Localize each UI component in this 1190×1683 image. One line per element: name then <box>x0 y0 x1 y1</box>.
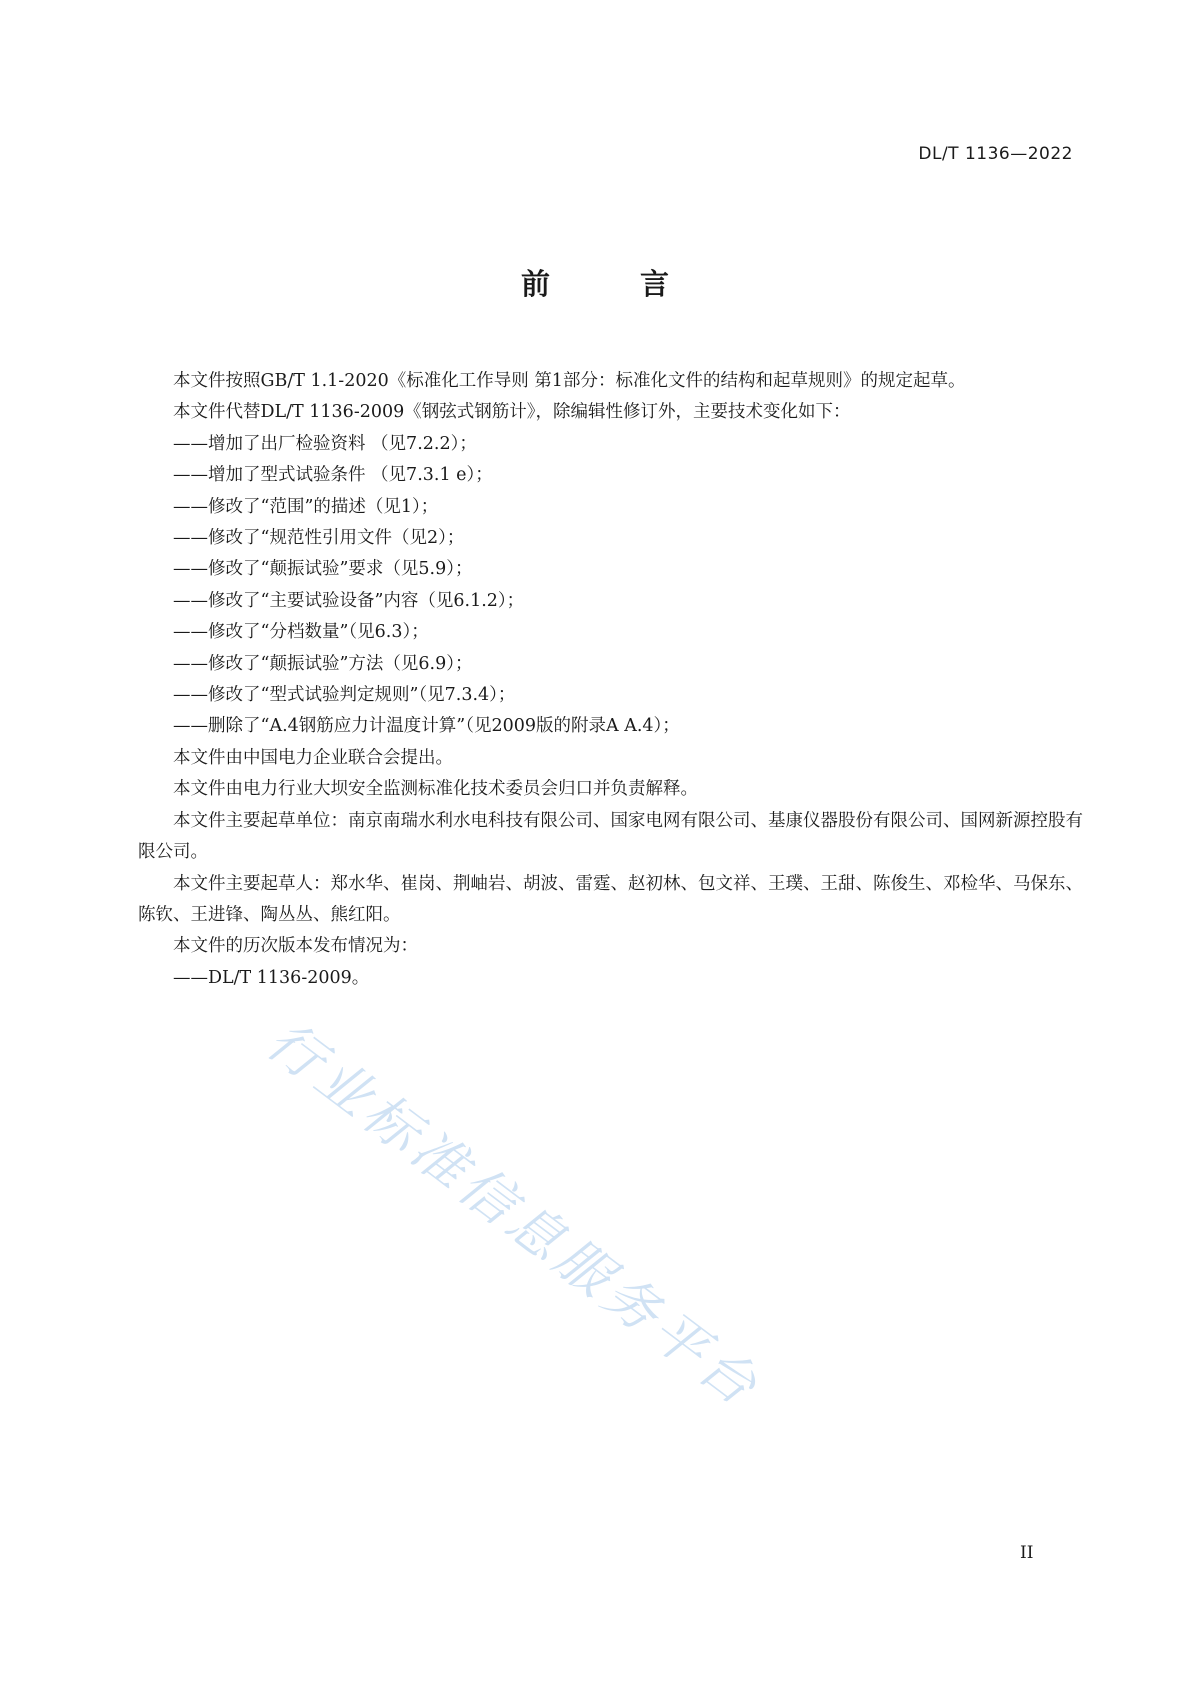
list-item: ——修改了“型式试验判定规则”（见7.3.4）； <box>173 685 516 706</box>
list-item: ——增加了出厂检验资料 （见7.2.2）； <box>173 433 477 454</box>
list-item: ——DL/T 1136-2009。 <box>173 967 370 988</box>
paragraph: 本文件主要起草单位：南京南瑞水利水电科技有限公司、国家电网有限公司、基康仪器股份有限公司、国网新源控股有限公司。 <box>138 810 1083 863</box>
list-item: ——修改了“规范性引用文件（见2）； <box>173 528 465 549</box>
page-number: II <box>1020 1543 1034 1563</box>
list-item: ——修改了“主要试验设备”内容（见6.1.2）； <box>173 590 525 611</box>
paragraph: 本文件由中国电力企业联合会提出。 <box>173 747 453 768</box>
standard-code: DL/T 1136—2022 <box>918 144 1073 164</box>
watermark: 行业标准信息服务平台 <box>255 1008 773 1421</box>
list-item: ——修改了“颠振试验”方法（见6.9）； <box>173 653 473 674</box>
list-item: ——修改了“分档数量”（见6.3）； <box>173 622 429 643</box>
list-item: ——修改了“颠振试验”要求（见5.9）； <box>173 559 473 580</box>
list-item: ——删除了“A.4钢筋应力计温度计算”（见2009版的附录A A.4）； <box>173 716 680 737</box>
paragraph: 本文件由电力行业大坝安全监测标准化技术委员会归口并负责解释。 <box>173 779 698 800</box>
paragraph: 本文件的历次版本发布情况为： <box>173 936 418 957</box>
paragraph: 本文件主要起草人：郑水华、崔岗、荆岫岩、胡波、雷霆、赵初林、包文祥、王璞、王甜、陈俊生、邓检华、马保东、陈钦、王进锋、陶丛丛、熊红阳。 <box>138 873 1083 925</box>
list-item: ——修改了“范围”的描述（见1）； <box>173 496 439 517</box>
paragraph: 本文件按照GB/T 1.1-2020《标准化工作导则 第1部分：标准化文件的结构和起草规则》的规定起草。 <box>173 371 966 391</box>
document-body <box>138 366 1086 994</box>
page-title: 前 言 <box>520 267 710 301</box>
paragraph: 本文件代替DL/T 1136-2009《钢弦式钢筋计》，除编辑性修订外，主要技术变化如下： <box>173 402 851 423</box>
list-item: ——增加了型式试验条件 （见7.3.1 e）； <box>173 465 493 486</box>
